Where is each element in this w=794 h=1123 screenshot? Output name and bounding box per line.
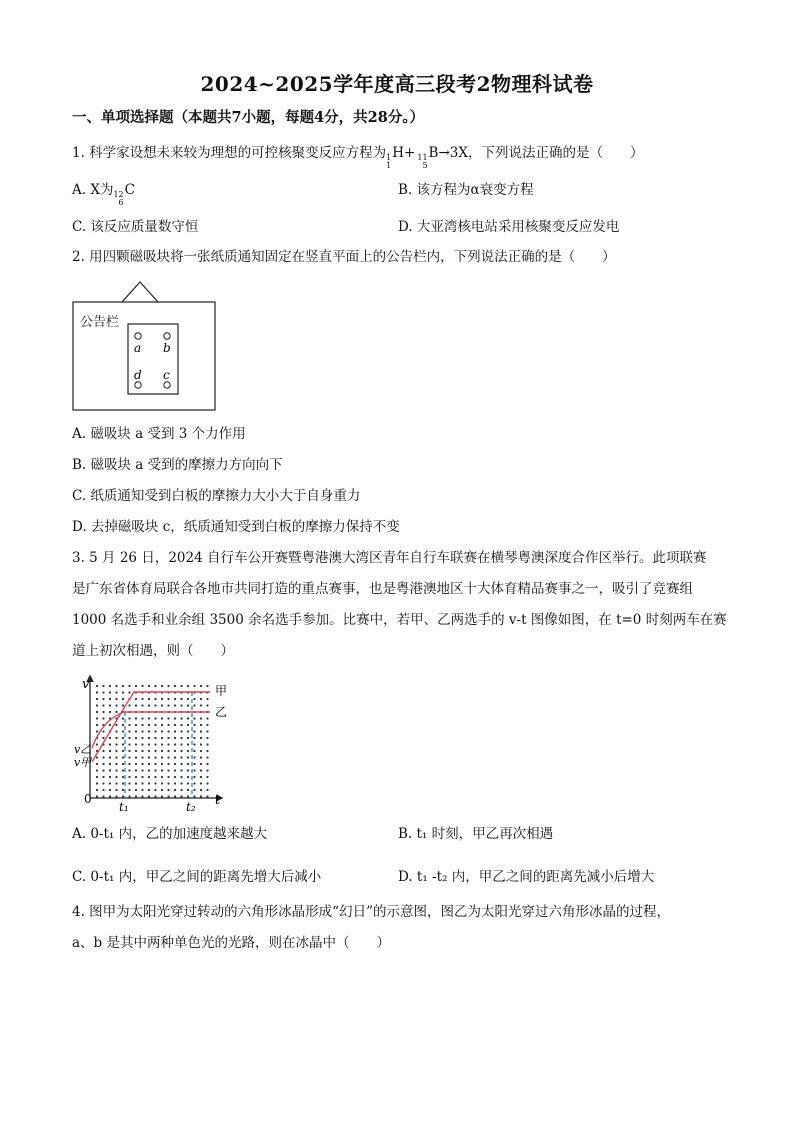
jia-label: 甲 xyxy=(215,684,228,698)
question-4-stem xyxy=(72,897,724,959)
b-charge: 5 xyxy=(422,161,428,170)
q1-option-c[interactable]: C. 该反应质量数守恒 xyxy=(72,219,199,235)
q1-option-b[interactable]: B. 该方程为α衰变方程 xyxy=(398,182,534,198)
t-axis-label: t xyxy=(215,793,221,808)
q3-option-d[interactable]: D. t₁ -t₂ 内，甲乙之间的距离先减小后增大 xyxy=(398,869,655,885)
magnet-a xyxy=(135,333,141,339)
q3-line-4: 道上初次相遇，则（ ） xyxy=(72,643,234,659)
t1-label: t₁ xyxy=(119,800,129,814)
v-jia-label: v甲 xyxy=(74,756,92,769)
question-2-stem: 2. 用四颗磁吸块将一张纸质通知固定在竖直平面上的公告栏内，下列说法正确的是（ ） xyxy=(72,249,616,265)
h-charge: 1 xyxy=(386,161,392,170)
nuclide-carbon xyxy=(113,180,135,207)
q3-option-a[interactable]: A. 0-t₁ 内，乙的加速度越来越大 xyxy=(72,826,268,842)
origin-label: 0 xyxy=(84,792,92,806)
notice-board-figure xyxy=(72,278,217,412)
c-charge: 6 xyxy=(118,198,124,207)
label-a: a xyxy=(134,341,142,355)
q3-line-2: 是广东省体育局联合各地市共同打造的重点赛事，也是粤港澳地区十大体育精品赛事之一，吸引了竞赛组 xyxy=(72,581,693,597)
q1-option-a-prefix: A. X为 xyxy=(72,182,114,198)
q3-option-c[interactable]: C. 0-t₁ 内，甲乙之间的距离先增大后减小 xyxy=(72,869,322,885)
q2-option-d[interactable]: D. 去掉磁吸块 c，纸质通知受到白板的摩擦力保持不变 xyxy=(72,519,400,535)
magnet-d xyxy=(135,382,141,388)
nuclide-hydrogen xyxy=(386,143,415,170)
question-3-stem xyxy=(72,543,727,667)
q4-line-1: 4. 图甲为太阳光穿过转动的六角形冰晶形成“幻日”的示意图，图乙为太阳光穿过六角形冰晶的过程， xyxy=(72,904,670,920)
v-yi-label: v乙 xyxy=(74,743,92,756)
q3-line-1: 3. 5 月 26 日，2024 自行车公开赛暨粤港澳大湾区青年自行车联赛在横琴粤澳深度合作区举行。此项联赛 xyxy=(72,550,707,566)
vt-graph xyxy=(70,672,240,814)
label-d: d xyxy=(134,368,142,382)
board-label: 公告栏 xyxy=(80,315,120,330)
c-mass: 12 xyxy=(113,190,124,199)
magnet-c xyxy=(164,382,170,388)
board-hanger xyxy=(122,282,158,302)
c-symbol: C xyxy=(124,182,135,198)
q4-line-2: a、b 是其中两种单色光的光路，则在冰晶中（ ） xyxy=(72,935,390,951)
h-symbol: H+ xyxy=(392,145,416,161)
nuclide-boron xyxy=(417,143,643,170)
t2-label: t₂ xyxy=(186,800,196,814)
section-heading: 一、单项选择题（本题共7小题，每题4分，共28分。） xyxy=(72,109,425,126)
q2-option-b[interactable]: B. 磁吸块 a 受到的摩擦力方向向下 xyxy=(72,457,283,473)
b-symbol: B→3X，下列说法正确的是（ ） xyxy=(428,145,644,161)
h-mass: 1 xyxy=(386,153,392,162)
q3-option-b[interactable]: B. t₁ 时刻，甲乙再次相遇 xyxy=(398,826,554,842)
question-1-stem xyxy=(72,143,643,170)
q3-line-3: 1000 名选手和业余组 3500 余名选手参加。比赛中，若甲、乙两选手的 v-t 图像如图，在 t=0 时刻两车在赛 xyxy=(72,612,727,628)
label-c: c xyxy=(163,368,170,382)
label-b: b xyxy=(163,341,171,355)
page-title: 2024~2025学年度高三段考2物理科试卷 xyxy=(200,72,594,96)
magnet-b xyxy=(164,333,170,339)
q1-option-a[interactable] xyxy=(72,180,135,207)
dot-grid xyxy=(92,682,212,798)
v-axis-label: v xyxy=(82,677,90,692)
q2-option-a[interactable]: A. 磁吸块 a 受到 3 个力作用 xyxy=(72,426,246,442)
q2-option-c[interactable]: C. 纸质通知受到白板的摩擦力大小大于自身重力 xyxy=(72,488,361,504)
q1-stem-prefix: 1. 科学家设想未来较为理想的可控核聚变反应方程为 xyxy=(72,145,387,161)
yi-label: 乙 xyxy=(215,705,228,719)
b-mass: 11 xyxy=(417,153,428,162)
q1-option-d[interactable]: D. 大亚湾核电站采用核聚变反应发电 xyxy=(398,219,620,235)
